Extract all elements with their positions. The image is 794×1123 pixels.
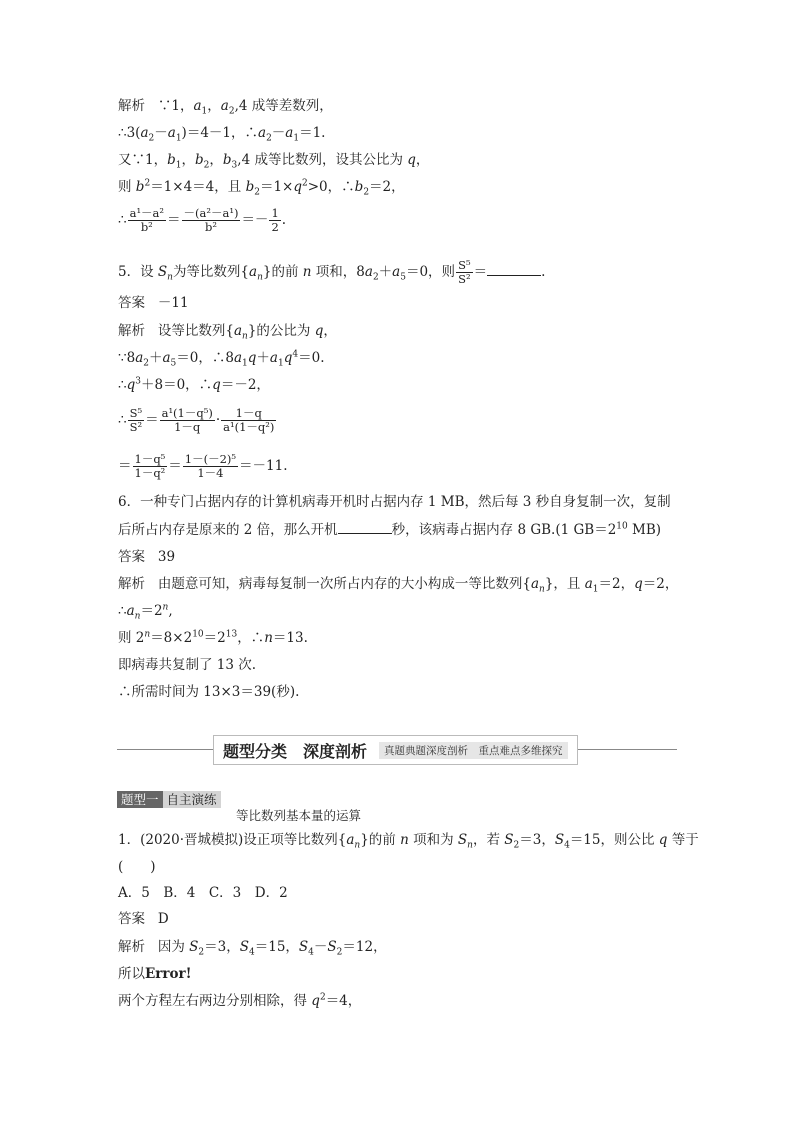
solution-1-line-1: 解析 因为 $S_2=3$，$S_4=15$，$S_4-S_2=12$， (118, 939, 387, 958)
fraction: $\frac{\text{1－(－2)⁵}}{1-4}$ (184, 452, 237, 480)
fraction: $\frac{\text{a¹－a²}}{\text{b²}}$ (129, 206, 165, 234)
solution-6-line-2: $\therefore a_n=2^n$, (118, 602, 173, 622)
fraction: $\frac{1-q}{\text{a¹(1－q²)}}$ (223, 406, 275, 434)
fraction: $\frac{\text{1－q⁵}}{\text{1－q²}}$ (134, 452, 166, 480)
question-1-paren: ( ) (118, 859, 156, 875)
solution-6-line-5: ∴所需时间为 13×3＝39(秒). (118, 684, 300, 700)
banner-title: 题型分类 深度剖析 (223, 741, 368, 761)
error-text: Error! (145, 966, 192, 982)
section-title: 等比数列基本量的运算 (236, 808, 362, 823)
section-banner (213, 735, 578, 765)
solution-line-4: 则 $b^2=1\times 4=4$，且 $b_2=1\times q^2>0$，$\therefore b_2=2$， (118, 178, 405, 198)
solution-line-2: $\therefore 3(a_2-a_1)=4-1$，$\therefore a_2-a_1=1$. (118, 125, 326, 144)
answer-5: 答案 －11 (118, 295, 189, 311)
fraction: $\frac{\text{S⁵}}{\text{S²}}$ (129, 406, 143, 434)
fraction: $\frac{1}{2}$ (271, 206, 279, 234)
fraction-line-3: ＝ $\frac{\text{1－q⁵}}{\text{1－q²}}$ ＝ $\frac{\text{1－(－2)⁵}}{1-4}$ ＝－11. (118, 452, 288, 480)
banner-subtitle: 真题典题深度剖析 重点难点多维探究 (379, 742, 568, 759)
question-6-line-1: 6．一种专门占据内存的计算机病毒开机时占据内存 1 MB，然后每 3 秒自身复制一次，复制 (118, 494, 671, 510)
fraction: $\frac{\text{S⁵}}{\text{S²}}$ (458, 258, 471, 286)
solution-6-line-4: 即病毒共复制了 13 次. (118, 657, 257, 673)
fraction: $\frac{\text{－(a²－a¹)}}{\text{b²}}$ (183, 206, 239, 234)
topic-tag: 题型一 自主演练 (117, 791, 221, 808)
question-1: 1．(2020·晋城模拟)设正项等比数列$\{a_n\}$的前 n 项和为 $S_n$，若 $S_2=3$，$S_4=15$，则公比 q 等于 (118, 832, 699, 851)
answer-blank (487, 263, 541, 276)
answer-6: 答案 39 (118, 549, 176, 565)
fraction: $\frac{\text{a¹(1－q⁵)}}{1-q}$ (161, 406, 213, 434)
answer-blank (338, 521, 392, 534)
fraction-line-2: ∴ $\frac{\text{S⁵}}{\text{S²}}$ ＝ $\frac{\text{a¹(1－q⁵)}}{1-q}$ · $\frac{1-q}{\text{a¹(1－q²)}}$ (118, 406, 275, 434)
question-1-options: A．5 B．4 C．3 D．2 (118, 885, 288, 901)
divider-right (577, 749, 677, 750)
divider-left (117, 749, 213, 750)
solution-6-line-1: 解析 由题意可知，病毒每复制一次所占内存的大小构成一等比数列$\{a_n\}$，且 $a_1=2$，q＝2， (118, 576, 679, 595)
solution-5-line-1: 解析 设等比数列$\{a_n\}$的公比为 q， (118, 323, 337, 342)
solution-6-line-3: 则 $2^n=8\times 2^{10}=2^{13}$，∴n＝13. (118, 629, 308, 646)
fraction-line-1: ∴ $\frac{\text{a¹－a²}}{\text{b²}}$ ＝ $\frac{\text{－(a²－a¹)}}{\text{b²}}$ ＝－ $\frac{1}{2}$ . (118, 206, 287, 234)
solution-line-3: 又∵1，$b_1$，$b_2$，$b_3,4$ 成等比数列，设其公比为 q， (118, 152, 430, 171)
solution-1-line-2: 所以Error! (118, 966, 192, 982)
solution-1-line-3: 两个方程左右两边分别相除，得 $q^2=4$， (118, 992, 362, 1009)
solution-5-line-2: $\because 8a_2+a_5=0$，$\therefore 8a_1q+a_1q^4=0$. (118, 349, 325, 369)
solution-line-1: 解析 ∵1，$a_1$，$a_2,4$ 成等差数列， (118, 98, 333, 117)
question-6-line-2: 后所占内存是原来的 2 倍，那么开机 秒，该病毒占据内存 8 GB.(1 $GB=2^{10}$ MB) (118, 521, 662, 538)
question-5: 5．设 $S_n$为等比数列$\{a_n\}$的前 n 项和，$8a_2+a_5=0$，则 $\frac{\text{S⁵}}{\text{S²}}$ ＝ . (118, 258, 546, 286)
solution-5-line-3: $\therefore q^3+8=0$，∴q＝－2， (118, 376, 270, 393)
answer-1: 答案 D (118, 911, 169, 927)
